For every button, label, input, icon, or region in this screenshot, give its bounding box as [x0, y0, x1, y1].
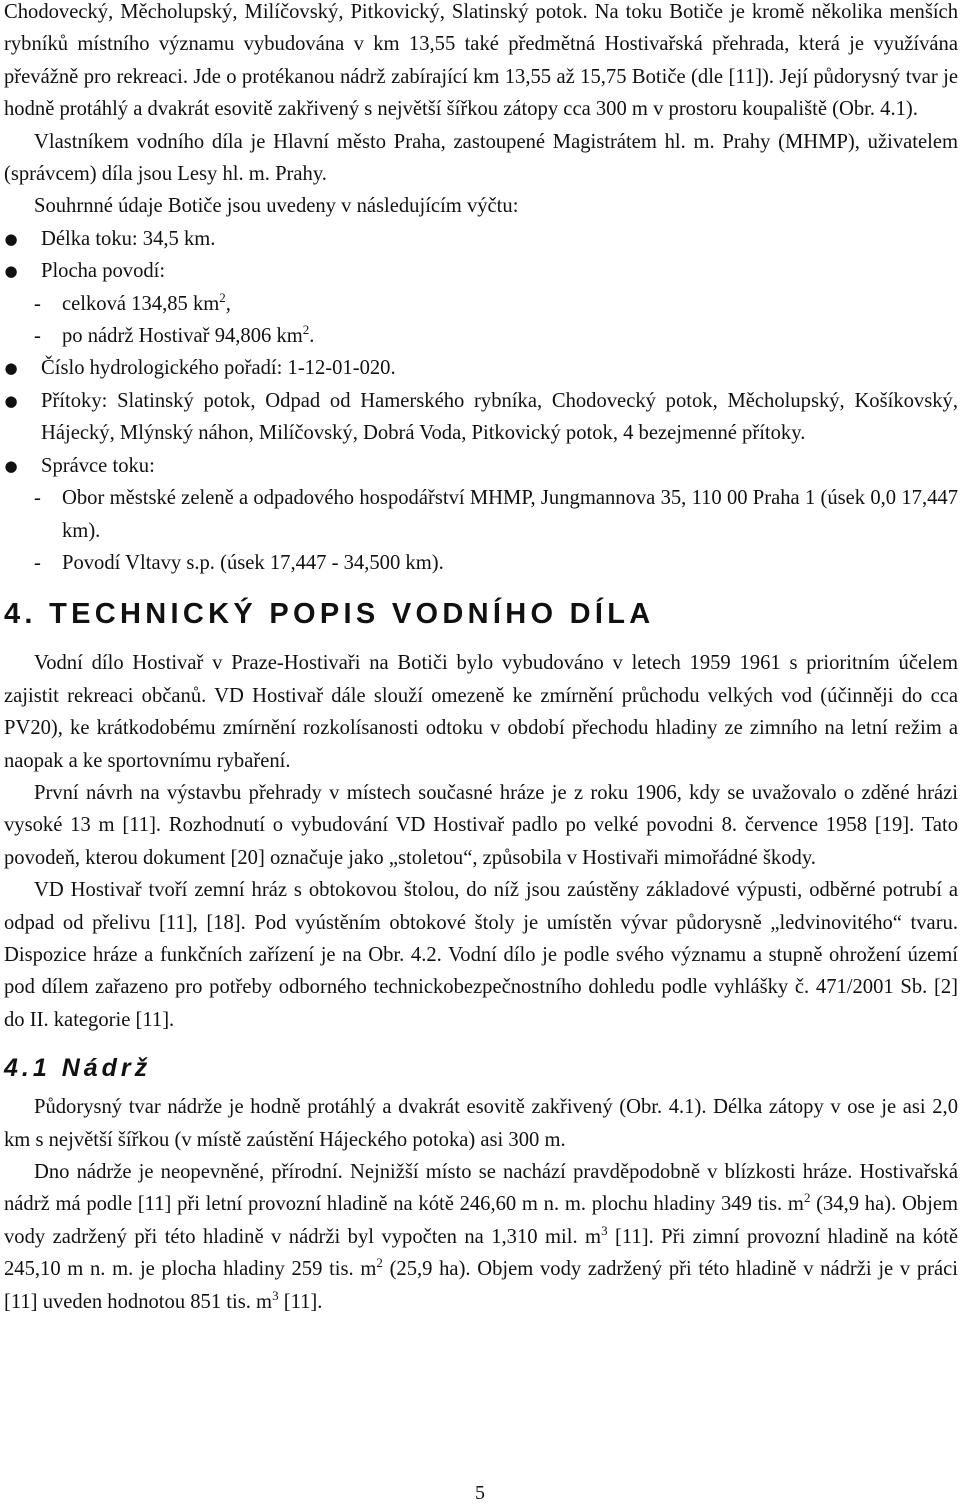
dash-icon: - — [34, 551, 41, 574]
document-page — [4, 0, 958, 1318]
list-item-tributaries — [4, 385, 958, 450]
section41-paragraph-1: Půdorysný tvar nádrže je hodně protáhlý a dvakrát esovitě zakřivený (Obr. 4.1). Délka zátopy v ose je asi 2,0 km s největší šířkou (v místě zaústění Hájeckého potoka) asi 300 m. — [4, 1096, 958, 1151]
sub-item-area-total — [4, 288, 958, 320]
section-heading-4-1: 4.1 Nádrž — [4, 1054, 152, 1083]
sub-item-text: Povodí Vltavy s.p. (úsek 17,447 - 34,500 km). — [62, 551, 444, 574]
dash-icon: - — [34, 292, 41, 315]
list-item-admin — [4, 450, 958, 482]
dash-icon: - — [34, 325, 41, 348]
list-item-text: Číslo hydrologického pořadí: 1-12-01-020. — [41, 357, 396, 380]
text-run: [11]. — [278, 1290, 323, 1313]
list-item-length — [4, 223, 958, 255]
intro-paragraph-3: Souhrnné údaje Botiče jsou uvedeny v následujícím výčtu: — [34, 195, 519, 218]
text-run: (34,9 ha). Objem vody zadržený při této hladině v nádrži byl vypočten na 1,310 mil. m — [4, 1193, 958, 1248]
superscript: 3 — [272, 1287, 279, 1303]
intro-paragraph-1: Chodovecký, Měcholupský, Milíčovský, Pitkovický, Slatinský potok. Na toku Botiče je kromě několika menších rybníků místního významu vybudována v km 13,55 také předmětná Hostivařská přehrada, která je využívána převážně pro rekreaci. Jde o protékanou nádrž zabírající km 13,55 až 15,75 Botiče (dle [11]). Její půdorysný tvar je hodně protáhlý a dvakrát esovitě zakřivený s největší šířkou zátopy cca 300 m v prostoru koupaliště (Obr. 4.1). — [4, 1, 958, 121]
bullet-icon: ● — [4, 456, 18, 475]
intro-paragraph-2: Vlastníkem vodního díla je Hlavní město Praha, zastoupené Magistrátem hl. m. Prahy (MHMP), uživatelem (správcem) díla jsou Lesy hl. m. Prahy. — [4, 130, 958, 186]
text-run: Dno nádrže je neopevněné, přírodní. Nejnižší místo se nachází pravděpodobně v blízkosti hráze. Hostivařská nádrž má podle [11] při letní provozní hladině na kótě 246,60 m n. m. plochu hladiny 349 tis. m — [4, 1161, 958, 1216]
sub-item-text: po nádrž Hostivař 94,806 km — [62, 325, 303, 348]
list-item-text: Délka toku: 34,5 km. — [41, 227, 216, 250]
sub-item-admin-2 — [4, 547, 958, 579]
section-heading-4: 4. TECHNICKÝ POPIS VODNÍHO DÍLA — [4, 598, 655, 631]
section41-paragraph-2 — [4, 1156, 958, 1318]
superscript: 2 — [376, 1255, 383, 1271]
text-run: (25,9 ha). Objem vody zadržený při této hladině v nádrži je v práci [11] uveden hodnotou 851 tis. m — [4, 1258, 958, 1313]
section4-paragraph-2: První návrh na výstavbu přehrady v místech současné hráze je z roku 1906, kdy se uvažovalo o zděné hrázi vysoké 13 m [11]. Rozhodnutí o vybudování VD Hostivař padlo po velké povodni 8. července 1958 [19]. Tato povodeň, kterou dokument [20] označuje jako „stoletou“, způsobila v Hostivaři mimořádné škody. — [4, 781, 958, 869]
list-item-text: Přítoky: Slatinský potok, Odpad od Hamerského rybníka, Chodovecký potok, Měcholupský, Košíkovský, Hájecký, Mlýnský náhon, Milíčovský, Dobrá Voda, Pitkovický potok, 4 bezejmenné přítoky. — [41, 389, 958, 445]
bullet-icon: ● — [4, 359, 18, 378]
sub-item-punct: , — [225, 292, 231, 315]
section4-paragraph-3: VD Hostivař tvoří zemní hráz s obtokovou štolou, do níž jsou zaústěny základové výpusti, odběrné potrubí a odpad od přelivu [11], [18]. Pod vyústěním obtokové štoly je umístěn vývar půdorysně „ledvinovitého“ tvaru. Dispozice hráze a funkčních zařízení je na Obr. 4.2. Vodní dílo je podle svého významu a stupně ohrožení území pod dílem zařazeno pro potřeby odborného technickobezpečnostního dohledu podle vyhlášky č. 471/2001 Sb. [2] do II. kategorie [11]. — [4, 879, 958, 1031]
dash-icon: - — [34, 487, 41, 510]
superscript: 2 — [219, 289, 226, 305]
superscript: 2 — [302, 322, 310, 338]
sub-item-admin-1 — [4, 482, 958, 547]
section4-paragraph-1: Vodní dílo Hostivař v Praze-Hostivaři na Botiči bylo vybudováno v letech 1959 1961 s prioritním účelem zajistit rekreaci občanů. VD Hostivař dále slouží omezeně ke zmírnění průchodu velkých vod (účinněji do cca PV20), ke krátkodobému zmírnění rozkolísanosti odtoku v období přechodu hladiny ze zimního na letní režim a naopak a ke sportovnímu rybaření. — [4, 652, 958, 772]
list-item-text: Správce toku: — [41, 454, 155, 477]
bullet-icon: ● — [4, 262, 18, 281]
list-item-text: Plocha povodí: — [41, 260, 166, 283]
list-item-hydro — [4, 352, 958, 384]
superscript: 3 — [601, 1222, 608, 1238]
sub-item-text: Obor městské zeleně a odpadového hospodářství MHMP, Jungmannova 35, 110 00 Praha 1 (úsek 0,0 17,447 km). — [62, 487, 958, 542]
sub-item-punct: . — [309, 325, 315, 348]
bullet-icon: ● — [4, 391, 18, 410]
sub-item-text: celková 134,85 km — [62, 292, 220, 315]
text-run: [11]. Při zimní provozní hladině na kótě 245,10 m n. m. je plocha hladiny 259 tis. m — [4, 1225, 958, 1281]
superscript: 2 — [803, 1190, 811, 1206]
page-number: 5 — [475, 1482, 485, 1504]
sub-item-area-dam — [4, 320, 958, 352]
list-item-area — [4, 255, 958, 287]
bullet-icon: ● — [4, 229, 18, 248]
